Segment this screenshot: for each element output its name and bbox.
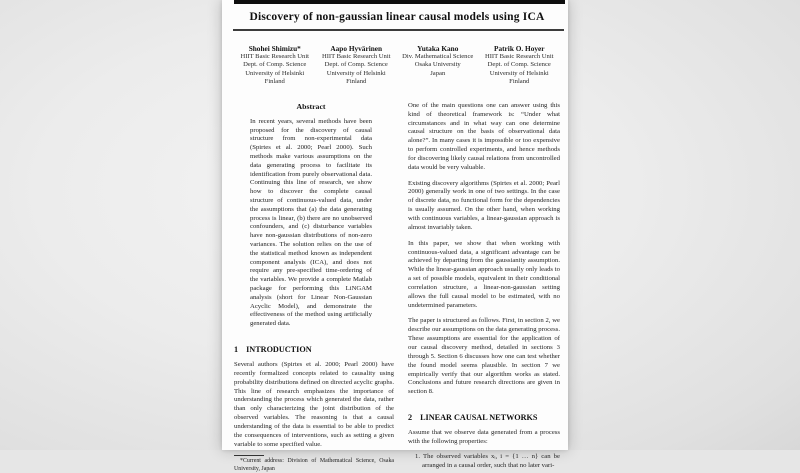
author-affiliation-line: Osaka University [397,61,479,70]
right-paragraph-1: One of the main questions one can answer using this kind of theoretical framework is: “Under what circumstances and in what way can one determine causal structure on the basis of observational data alone?”. In many cases it is impossible or too expensive to perform controlled experiments, and hence methods for discovering likely causal relations from uncontrolled data would be very valuable. [408,102,560,173]
author-affiliation-line: University of Helsinki [316,70,398,79]
ordered-list-item-1: 1. The observed variables xᵢ, i = {1 … n} can be arranged in a causal order, such that no later vari- [408,453,560,471]
page-content [222,44,568,473]
section-1-number: 1 [234,345,238,354]
title-divider-rule [233,29,564,31]
right-paragraph-2: Existing discovery algorithms (Spirtes et al. 2000; Pearl 2000) generally work in one of two settings. In the case of discrete data, no functional form for the dependencies is usually assumed. On the other hand, when working with continuous variables, a linear-gaussian approach is almost invariably taken. [408,180,560,233]
author-name: Yutaka Kano [397,44,479,53]
right-paragraph-4: The paper is structured as follows. First, in section 2, we describe our assumptions on the data generating process. These assumptions are essential for the application of our causal discovery method, detailed in sections 3 through 5. Section 6 discusses how one can test whether the found model seems plausible. In section 7 we empirically verify that our algorithm works as stated. Conclusions and future research directions are given in section 8. [408,317,560,397]
page-top-edge-bar [234,0,565,4]
footnote-rule [234,455,264,456]
author-affiliation-line: HIIT Basic Research Unit [316,53,398,62]
author-kano [397,44,479,87]
section-1-title: INTRODUCTION [246,345,312,354]
author-affiliation-line: HIIT Basic Research Unit [479,53,561,62]
abstract-text: In recent years, several methods have been proposed for the discovery of causal structure from non-experimental data (Spirtes et al. 2000; Pearl 2000). Such methods make various assumptions on the data generating process to facilitate its identification from purely observational data. Continuing this line of research, we show how to discover the complete causal structure of continuous-valued data, under the assumptions that (a) the data generating process is linear, (b) there are no unobserved confounders, and (c) disturbance variables have non-gaussian distributions of non-zero variances. The solution relies on the use of the statistical method known as independent component analysis (ICA), and does not require any pre-specified time-ordering of the variables. We provide a complete Matlab package for performing this LiNGAM analysis (short for Linear Non-Gaussian Acyclic Model), and demonstrate the effectiveness of the method using artificially generated data. [250,118,372,329]
paper-page [222,0,568,450]
section-1-heading [234,345,394,354]
two-column-body [234,100,560,473]
author-affiliation-line: University of Helsinki [479,70,561,79]
footnote-text: *Current address: Division of Mathematical Science, Osaka University, Japan [234,458,394,473]
author-affiliation-line: Finland [316,78,398,87]
author-name: Patrik O. Hoyer [479,44,561,53]
author-affiliation-line: University of Helsinki [234,70,316,79]
author-affiliation-line: Finland [234,78,316,87]
author-name: Aapo Hyvärinen [316,44,398,53]
left-column [234,100,394,473]
author-shimizu [234,44,316,87]
author-hoyer [479,44,561,87]
author-affiliation-line: Dept. of Comp. Science [479,61,561,70]
intro-paragraph: Several authors (Spirtes et al. 2000; Pearl 2000) have recently formalized concepts related to causality using probability distributions defined on directed acyclic graphs. This line of research emphasizes the importance of understanding the process which generated the data, rather than only characterizing the joint distribution of the observed variables. The reasoning is that a causal understanding of the data is essential to be able to predict the consequences of interventions, such as setting a given variable to some specified value. [234,361,394,449]
right-paragraph-3: In this paper, we show that when working with continuous-valued data, a significant advantage can be achieved by departing from the gaussianity assumption. While the linear-gaussian approach usually only leads to a set of possible models, equivalent in their conditional correlation structure, a linear-non-gaussian setting allows the full causal model to be estimated, with no undetermined parameters. [408,240,560,311]
author-affiliation-line: Div. Mathematical Science [397,53,479,62]
author-affiliation-line: Finland [479,78,561,87]
authors-row [234,44,560,87]
author-name: Shohei Shimizu* [234,44,316,53]
section-2-title: LINEAR CAUSAL NETWORKS [420,413,537,422]
right-column [408,100,560,473]
author-affiliation-line: Dept. of Comp. Science [316,61,398,70]
author-hyvarinen [316,44,398,87]
author-affiliation-line: Dept. of Comp. Science [234,61,316,70]
section-2-heading [408,413,560,422]
paper-title: Discovery of non-gaussian linear causal models using ICA [232,11,562,23]
section-2-lead: Assume that we observe data generated from a process with the following properties: [408,429,560,447]
section-2-number: 2 [408,413,412,422]
abstract-heading: Abstract [250,102,372,111]
author-affiliation-line: HIIT Basic Research Unit [234,53,316,62]
author-affiliation-line: Japan [397,70,479,79]
